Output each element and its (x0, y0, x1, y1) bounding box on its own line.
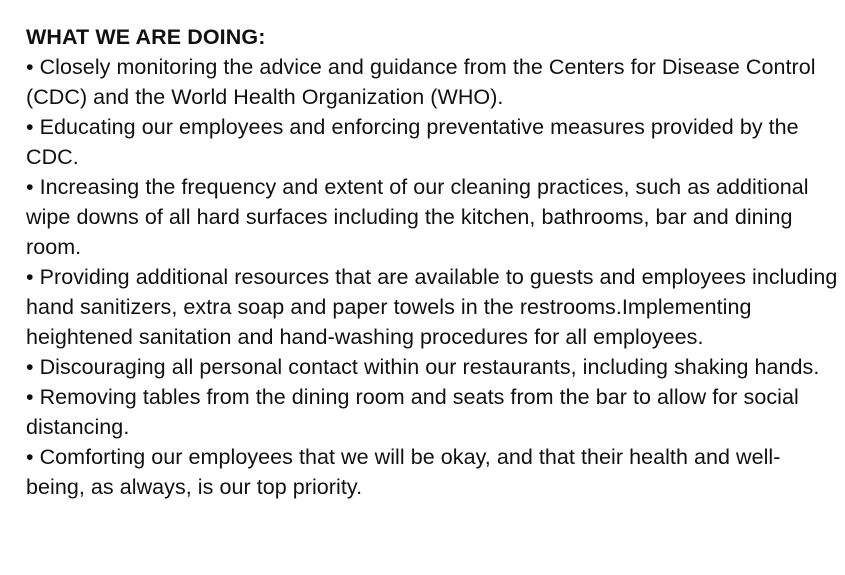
section-heading: WHAT WE ARE DOING: (26, 25, 266, 49)
bullet-item: • Educating our employees and enforcing preventative measures provided by the CDC. (26, 115, 799, 169)
bullet-item: • Closely monitoring the advice and guidance from the Centers for Disease Control (CDC) and the World Health Organization (WHO). (26, 55, 816, 109)
document-body (26, 22, 838, 502)
bullet-list (26, 52, 838, 502)
bullet-item: • Increasing the frequency and extent of our cleaning practices, such as additional wipe downs of all hard surfaces including the kitchen, bathrooms, bar and dining room. (26, 175, 809, 259)
bullet-item: • Discouraging all personal contact within our restaurants, including shaking hands. (26, 355, 820, 379)
bullet-item: • Removing tables from the dining room and seats from the bar to allow for social distancing. (26, 385, 799, 439)
bullet-item: • Comforting our employees that we will be okay, and that their health and well-being, as always, is our top priority. (26, 445, 781, 499)
bullet-item: • Providing additional resources that are available to guests and employees including hand sanitizers, extra soap and paper towels in the restrooms.Implementing heightened sanitation and hand-washing procedures for all employees. (26, 265, 838, 349)
